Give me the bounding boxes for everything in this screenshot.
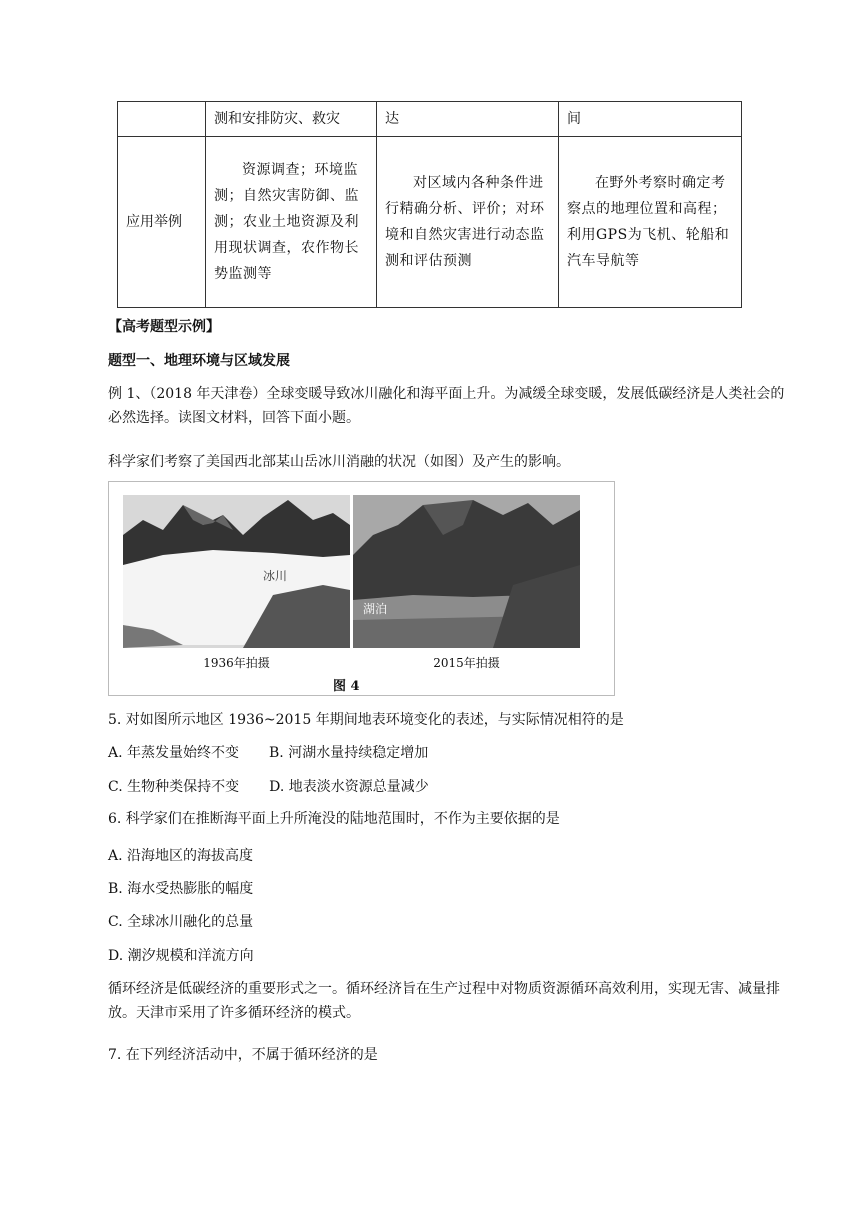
photo-1936	[123, 495, 350, 648]
circular-economy-text: 循环经济是低碳经济的重要形式之一。循环经济旨在生产过程中对物质资源循环高效利用，实现无害、减量排放。天津市采用了许多循环经济的模式。	[108, 981, 780, 1021]
cell-gps-apply: 在野外考察时确定考察点的地理位置和高程；利用GPS为飞机、轮船和汽车导航等	[559, 137, 742, 308]
option-d: D. 地表淡水资源总量减少	[269, 779, 429, 795]
table-row	[118, 102, 742, 137]
question-5-options-cd	[108, 775, 790, 799]
glacier-label: 冰川	[263, 569, 288, 583]
table-cell: 测和安排防灾、救灾	[206, 102, 377, 137]
option-c: C. 全球冰川融化的总量	[108, 914, 254, 930]
caption-1936: 1936年拍摄	[203, 656, 270, 670]
table-row	[118, 137, 742, 308]
option-a: A. 沿海地区的海拔高度	[108, 848, 254, 864]
option-b: B. 海水受热膨胀的幅度	[108, 881, 254, 897]
stem-text: 6. 科学家们在推断海平面上升所淹没的陆地范围时，	[108, 811, 434, 827]
cell-rs-apply: 资源调查；环境监测；自然灾害防御、监测；农业土地资源及利用现状调查，农作物长势监测等	[206, 137, 377, 308]
comparison-table	[117, 101, 742, 308]
glacier-figure	[108, 481, 615, 696]
stem-text: 作为主要依据的是	[447, 811, 560, 827]
glacier-photo-svg	[123, 495, 350, 648]
row-label-apply: 应用举例	[118, 137, 206, 308]
cell-gis-apply: 对区域内各种条件进行精确分析、评价；对环境和自然灾害进行动态监测和评估预测	[377, 137, 559, 308]
section-header: 【高考题型示例】	[108, 319, 220, 335]
option-a: A. 年蒸发量始终不变	[108, 745, 240, 761]
table-cell	[118, 102, 206, 137]
lake-photo-svg	[353, 495, 580, 648]
table-cell: 达	[377, 102, 559, 137]
question-6-stem	[108, 807, 790, 831]
figure-title: 图 4	[333, 679, 360, 694]
lake-label: 湖泊	[363, 602, 388, 616]
question-7-stem: 7. 在下列经济活动中，不属于循环经济的是	[108, 1047, 378, 1063]
question-5-stem: 5. 对如图所示地区 1936~2015 年期间地表环境变化的表述，与实际情况相符的是	[108, 712, 624, 728]
option-c: C. 生物种类保持不变	[108, 779, 240, 795]
option-d: D. 潮汐规模和洋流方向	[108, 948, 254, 964]
option-b: B. 河湖水量持续稳定增加	[269, 745, 429, 761]
table-cell: 间	[559, 102, 742, 137]
question-5-options-ab	[108, 741, 790, 765]
type-heading: 题型一、地理环境与区域发展	[108, 353, 290, 369]
caption-2015: 2015年拍摄	[433, 656, 500, 670]
example-intro: 例 1、（2018 年天津卷）全球变暖导致冰川融化和海平面上升。为减缓全球变暖，发展低碳经济是人类社会的必然选择。读图文材料，回答下面小题。	[108, 386, 785, 426]
photo-2015	[353, 495, 580, 648]
emphasis-not: 不	[433, 811, 448, 827]
figure-intro: 科学家们考察了美国西北部某山岳冰川消融的状况（如图）及产生的影响。	[108, 454, 570, 470]
